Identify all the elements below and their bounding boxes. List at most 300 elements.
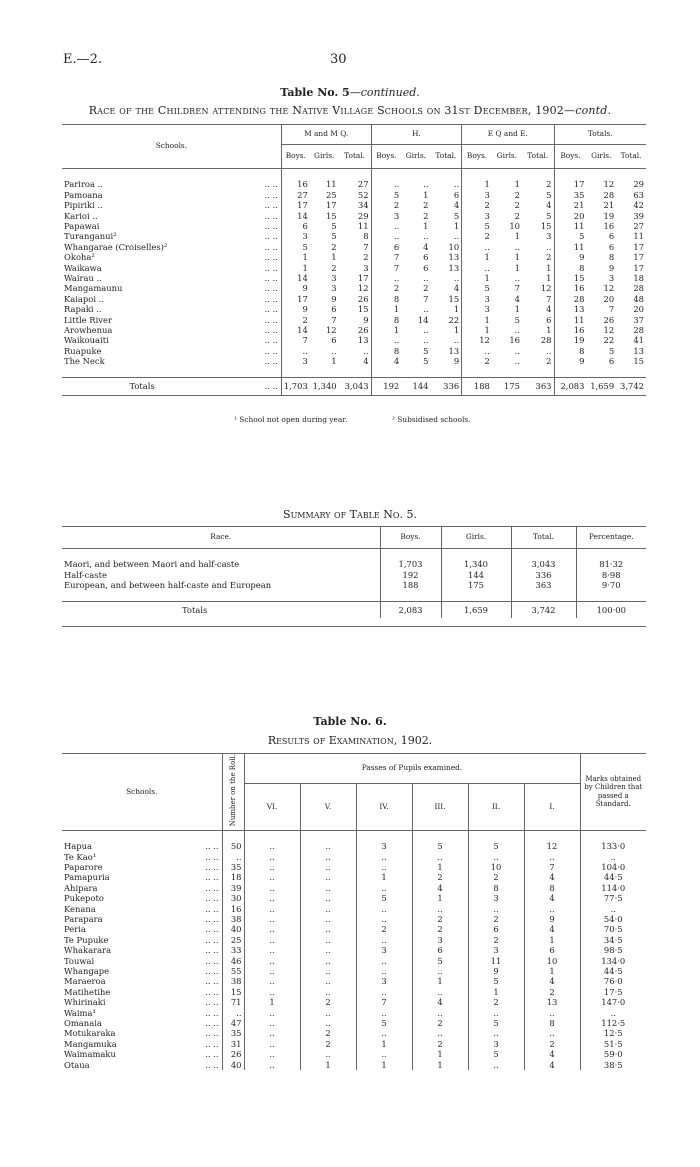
cell-value: 13 bbox=[573, 304, 585, 315]
table-row bbox=[62, 945, 646, 955]
table-row bbox=[62, 346, 646, 356]
cell-value: 17 bbox=[633, 262, 644, 273]
cell-value: 8 bbox=[579, 262, 585, 273]
cell-value: .. bbox=[244, 935, 300, 945]
table-row bbox=[62, 924, 646, 934]
leader-dots: .. .. bbox=[158, 1049, 222, 1059]
cell-value: 1 bbox=[484, 273, 490, 284]
cell-value: 10 bbox=[468, 862, 524, 872]
cell-value: .. bbox=[412, 904, 468, 914]
table-row bbox=[62, 935, 646, 945]
total-value: 1,659 bbox=[590, 381, 615, 392]
cell-value: 22 bbox=[431, 315, 462, 325]
summary-col-1: Boys. bbox=[380, 527, 441, 549]
cell-value: 2 bbox=[468, 914, 524, 924]
cell-value: 2 bbox=[522, 252, 554, 262]
cell-value: 1 bbox=[484, 314, 490, 325]
cell-value: 17 bbox=[325, 200, 337, 211]
cell-value: .. bbox=[356, 1028, 412, 1038]
col-roll: Number on the Roll. bbox=[222, 754, 244, 831]
cell-value: 104·0 bbox=[601, 861, 626, 872]
cell-value: 1 bbox=[356, 1060, 412, 1070]
cell-value: 3 bbox=[468, 945, 524, 955]
cell-value: 2 bbox=[484, 200, 490, 211]
cell-value: 2 bbox=[393, 200, 400, 211]
footnote-2: ² Subsidised schools. bbox=[392, 415, 471, 424]
cell-value: .. bbox=[244, 883, 300, 893]
cell-value: 1 bbox=[423, 221, 429, 232]
cell-value: 8 bbox=[393, 345, 400, 356]
summary-total-value: 3,742 bbox=[511, 602, 576, 618]
cell-value: 1 bbox=[514, 304, 520, 315]
cell-value: 17 bbox=[573, 179, 585, 190]
cell-value: .. bbox=[300, 924, 356, 934]
cell-value: 2 bbox=[412, 872, 468, 882]
table-row bbox=[62, 252, 646, 262]
cell-value: 4 bbox=[393, 356, 400, 367]
school-name: Mangamuka bbox=[64, 1038, 117, 1049]
cell-value: 12 bbox=[524, 841, 580, 851]
cell-value: 6 bbox=[423, 252, 429, 263]
subcol-3-1: Girls. bbox=[591, 151, 612, 161]
cell-value: 5 bbox=[423, 356, 429, 367]
examination-table bbox=[62, 753, 646, 1070]
cell-value: 2 bbox=[356, 924, 412, 934]
cell-value: 9 bbox=[579, 356, 585, 367]
table-row bbox=[62, 872, 646, 882]
cell-value: 20 bbox=[573, 210, 585, 221]
cell-value: .. bbox=[300, 852, 356, 862]
summary-row bbox=[62, 580, 646, 590]
group-h: H. bbox=[371, 125, 462, 145]
table-row bbox=[62, 325, 646, 335]
standard-col-2: IV. bbox=[356, 784, 412, 831]
summary-value: 1,340 bbox=[441, 559, 511, 569]
cell-value: .. bbox=[244, 1039, 300, 1049]
summary-value: 175 bbox=[441, 580, 511, 590]
leader-dots: .. .. bbox=[158, 862, 222, 872]
cell-value: 7 bbox=[524, 862, 580, 872]
cell-value: 3 bbox=[412, 935, 468, 945]
cell-value: 27 bbox=[633, 221, 644, 232]
cell-value: 15 bbox=[633, 356, 644, 367]
cell-value: 17·5 bbox=[603, 986, 623, 997]
subcol-2-2: Total. bbox=[522, 145, 554, 169]
cell-value: 7 bbox=[302, 335, 308, 346]
cell-value: 4 bbox=[524, 872, 580, 882]
leader-dots: .. .. bbox=[222, 263, 281, 273]
school-name: Rapaki .. bbox=[64, 304, 102, 315]
school-name: Omanaia bbox=[64, 1018, 102, 1028]
cell-value: 40 bbox=[222, 924, 244, 934]
cell-value: 2 bbox=[412, 924, 468, 934]
cell-value: .. bbox=[222, 1008, 244, 1018]
summary-value: 8·98 bbox=[601, 569, 621, 580]
cell-value: 37 bbox=[633, 314, 644, 325]
cell-value: 1 bbox=[484, 325, 490, 336]
leader-dots: .. .. bbox=[158, 987, 222, 997]
summary-total-value: 100·00 bbox=[596, 604, 626, 615]
cell-value: 5 bbox=[431, 211, 462, 221]
cell-value: 6 bbox=[524, 945, 580, 955]
standard-col-1: V. bbox=[300, 784, 356, 831]
cell-value: .. bbox=[412, 1008, 468, 1018]
cell-value: 34·5 bbox=[603, 934, 623, 945]
cell-value: 5 bbox=[412, 841, 468, 851]
cell-value: 5 bbox=[484, 283, 490, 294]
table-row bbox=[62, 1008, 646, 1018]
cell-value: 5 bbox=[608, 345, 615, 356]
cell-value: .. bbox=[484, 345, 490, 356]
standard-col-0: VI. bbox=[244, 784, 300, 831]
summary-value: 1,703 bbox=[380, 559, 441, 569]
cell-value: 1 bbox=[412, 1049, 468, 1059]
cell-value: 12 bbox=[603, 325, 615, 336]
table-row bbox=[62, 852, 646, 862]
cell-value: 5 bbox=[393, 189, 400, 200]
cell-value: 2 bbox=[423, 210, 429, 221]
cell-value: 7 bbox=[331, 314, 337, 325]
leader-dots: .. .. bbox=[222, 200, 281, 210]
cell-value: 35 bbox=[222, 862, 244, 872]
leader-dots: .. .. bbox=[158, 1028, 222, 1038]
school-name: The Neck bbox=[64, 356, 105, 367]
cell-value: .. bbox=[610, 903, 616, 914]
school-name: Matihetihe bbox=[64, 986, 111, 997]
cell-value: 5 bbox=[468, 1049, 524, 1059]
cell-value: 47 bbox=[222, 1018, 244, 1028]
cell-value: 7 bbox=[423, 293, 429, 304]
cell-value: .. bbox=[244, 956, 300, 966]
cell-value: 1 bbox=[356, 872, 412, 882]
cell-value: 1 bbox=[331, 252, 337, 263]
cell-value: 147·0 bbox=[601, 997, 626, 1008]
cell-value: 2 bbox=[524, 987, 580, 997]
cell-value: 50 bbox=[222, 841, 244, 851]
cell-value: .. bbox=[423, 273, 429, 284]
race-table bbox=[62, 124, 646, 396]
cell-value: 16 bbox=[509, 335, 520, 346]
summary-value: 188 bbox=[380, 580, 441, 590]
cell-value: 8 bbox=[524, 883, 580, 893]
cell-value: 9 bbox=[468, 966, 524, 976]
school-name: Pamoana bbox=[64, 189, 103, 200]
cell-value: 26 bbox=[339, 294, 371, 304]
cell-value: 18 bbox=[222, 872, 244, 882]
cell-value: 1 bbox=[514, 252, 520, 263]
cell-value: 13 bbox=[339, 335, 371, 345]
cell-value: 2 bbox=[300, 1039, 356, 1049]
cell-value: 4 bbox=[524, 893, 580, 903]
school-name: Hapua bbox=[64, 841, 93, 852]
total-value: 3,043 bbox=[339, 378, 371, 396]
group-eq-e: E Q and E. bbox=[462, 125, 554, 145]
table-row bbox=[62, 862, 646, 872]
cell-value: 6 bbox=[608, 241, 615, 252]
cell-value: .. bbox=[431, 231, 462, 241]
cell-value: .. bbox=[423, 335, 429, 346]
cell-value: 4 bbox=[524, 976, 580, 986]
cell-value: 1 bbox=[393, 325, 400, 336]
summary-value: 192 bbox=[380, 570, 441, 580]
cell-value: 6 bbox=[423, 262, 429, 273]
cell-value: 59·0 bbox=[603, 1049, 623, 1060]
cell-value: 1 bbox=[356, 1039, 412, 1049]
leader-dots: .. .. bbox=[158, 872, 222, 882]
leader-dots: .. .. bbox=[222, 335, 281, 345]
cell-value: 1 bbox=[244, 997, 300, 1007]
table-row bbox=[62, 893, 646, 903]
cell-value: 2 bbox=[514, 210, 520, 221]
cell-value: 1 bbox=[522, 273, 554, 283]
cell-value: 12 bbox=[479, 335, 490, 346]
cell-value: 1 bbox=[412, 976, 468, 986]
school-name: Pariroa .. bbox=[64, 179, 103, 190]
cell-value: 11 bbox=[633, 231, 644, 242]
cell-value: 25 bbox=[222, 935, 244, 945]
cell-value: 2 bbox=[302, 314, 308, 325]
cell-value: 17 bbox=[297, 293, 308, 304]
summary-totals-row bbox=[62, 602, 646, 618]
table-row bbox=[62, 231, 646, 241]
cell-value: 3 bbox=[302, 231, 308, 242]
cell-value: .. bbox=[468, 1008, 524, 1018]
cell-value: 39 bbox=[222, 883, 244, 893]
school-name: Ahipara bbox=[64, 882, 98, 893]
leader-dots: .. .. bbox=[158, 841, 222, 851]
cell-value: 13 bbox=[431, 263, 462, 273]
cell-value: 3 bbox=[331, 283, 337, 294]
cell-value: .. bbox=[522, 242, 554, 252]
school-name: Karioi .. bbox=[64, 210, 98, 221]
cell-value: .. bbox=[300, 1008, 356, 1018]
leader-dots: .. .. bbox=[222, 242, 281, 252]
cell-value: 11 bbox=[468, 956, 524, 966]
cell-value: .. bbox=[356, 883, 412, 893]
cell-value: 1 bbox=[431, 221, 462, 231]
cell-value: 7 bbox=[393, 262, 400, 273]
cell-value: .. bbox=[412, 987, 468, 997]
cell-value: .. bbox=[412, 966, 468, 976]
cell-value: 16 bbox=[222, 904, 244, 914]
cell-value: 35 bbox=[222, 1028, 244, 1038]
summary-row bbox=[62, 559, 646, 569]
cell-value: 134·0 bbox=[601, 955, 626, 966]
subcol-3-2: Total. bbox=[620, 151, 642, 161]
cell-value: 2 bbox=[339, 252, 371, 262]
school-name: Pipiriki .. bbox=[64, 200, 103, 211]
cell-value: 38 bbox=[222, 976, 244, 986]
cell-value: 2 bbox=[468, 997, 524, 1007]
cell-value: 11 bbox=[573, 241, 585, 252]
cell-value: 18 bbox=[633, 273, 644, 284]
leader-dots: .. .. bbox=[222, 179, 281, 189]
cell-value: 1 bbox=[514, 231, 520, 242]
cell-value: .. bbox=[300, 1049, 356, 1059]
cell-value: .. bbox=[244, 1060, 300, 1070]
cell-value: .. bbox=[244, 893, 300, 903]
leader-dots: .. .. bbox=[222, 273, 281, 283]
cell-value: .. bbox=[484, 262, 490, 273]
cell-value: .. bbox=[300, 872, 356, 882]
cell-value: 7 bbox=[356, 997, 412, 1007]
cell-value: 27 bbox=[339, 179, 371, 189]
cell-value: 112·5 bbox=[601, 1018, 626, 1028]
cell-value: 3 bbox=[339, 263, 371, 273]
cell-value: 13 bbox=[633, 345, 644, 356]
cell-value: 26 bbox=[339, 325, 371, 335]
cell-value: .. bbox=[610, 851, 616, 862]
cell-value: 3 bbox=[608, 273, 615, 284]
cell-value: 10 bbox=[524, 956, 580, 966]
cell-value: 28 bbox=[633, 325, 644, 336]
cell-value: .. bbox=[431, 335, 462, 345]
cell-value: .. bbox=[300, 945, 356, 955]
school-name: Whangape bbox=[64, 965, 110, 976]
cell-value: 13 bbox=[524, 997, 580, 1007]
cell-value: .. bbox=[412, 852, 468, 862]
cell-value: .. bbox=[423, 304, 429, 315]
cell-value: 2 bbox=[393, 283, 400, 294]
race-label: Half-caste bbox=[62, 570, 380, 580]
school-name: Touwai bbox=[64, 955, 95, 966]
cell-value: .. bbox=[300, 862, 356, 872]
subcol-1-1: Girls. bbox=[405, 151, 427, 161]
col-schools: Schools. bbox=[62, 125, 281, 169]
cell-value: .. bbox=[610, 1007, 616, 1018]
cell-value: .. bbox=[244, 852, 300, 862]
table-row bbox=[62, 904, 646, 914]
cell-value: 4 bbox=[339, 356, 371, 366]
cell-value: 5 bbox=[412, 956, 468, 966]
cell-value: 4 bbox=[412, 883, 468, 893]
cell-value: 3 bbox=[356, 976, 412, 986]
cell-value: 2 bbox=[423, 200, 429, 211]
cell-value: 44·5 bbox=[603, 965, 623, 976]
cell-value: 20 bbox=[603, 293, 615, 304]
totals-row bbox=[62, 378, 646, 396]
leader-dots: .. .. bbox=[158, 966, 222, 976]
leader-dots: .. .. bbox=[158, 852, 222, 862]
cell-value: .. bbox=[300, 883, 356, 893]
col-passes: Passes of Pupils examined. bbox=[244, 754, 580, 784]
cell-value: 3 bbox=[356, 841, 412, 851]
cell-value: 14 bbox=[297, 273, 308, 284]
school-name: Parapara bbox=[64, 913, 103, 924]
school-name: Motukaraka bbox=[64, 1028, 116, 1039]
cell-value: 15 bbox=[431, 294, 462, 304]
table-row bbox=[62, 1060, 646, 1070]
cell-value: 1 bbox=[522, 263, 554, 273]
cell-value: .. bbox=[244, 945, 300, 955]
cell-value: 5 bbox=[331, 231, 337, 242]
cell-value: .. bbox=[356, 904, 412, 914]
cell-value: 6 bbox=[331, 335, 337, 346]
summary-col-0: Race. bbox=[62, 527, 380, 549]
table5-subtitle: Race of the Children attending the Native Village Schools on 31st December, 1902—contd. bbox=[88, 104, 612, 117]
summary-col-2: Girls. bbox=[441, 527, 511, 549]
table-row bbox=[62, 315, 646, 325]
cell-value: .. bbox=[468, 852, 524, 862]
table-row bbox=[62, 1018, 646, 1028]
cell-value: 38 bbox=[222, 914, 244, 924]
cell-value: 34 bbox=[339, 200, 371, 210]
cell-value: .. bbox=[393, 179, 400, 190]
leader-dots: .. .. bbox=[222, 252, 281, 262]
table-row bbox=[62, 190, 646, 200]
cell-value: 13 bbox=[431, 252, 462, 262]
leader-dots: .. .. bbox=[158, 893, 222, 903]
cell-value: 1 bbox=[431, 325, 462, 335]
cell-value: .. bbox=[356, 935, 412, 945]
cell-value: 2 bbox=[300, 1028, 356, 1038]
leader-dots: .. .. bbox=[222, 346, 281, 356]
school-name: Te Pupuke bbox=[64, 934, 109, 945]
cell-value: 21 bbox=[573, 200, 585, 211]
cell-value: 25 bbox=[325, 189, 337, 200]
cell-value: 7 bbox=[393, 252, 400, 263]
cell-value: 2 bbox=[522, 356, 554, 366]
standard-col-3: III. bbox=[412, 784, 468, 831]
cell-value: 29 bbox=[339, 211, 371, 221]
school-name: Waimamaku bbox=[64, 1049, 116, 1060]
cell-value: 5 bbox=[522, 211, 554, 221]
cell-value: 29 bbox=[633, 179, 644, 190]
cell-value: .. bbox=[244, 914, 300, 924]
cell-value: 1 bbox=[514, 262, 520, 273]
cell-value: 6 bbox=[608, 356, 615, 367]
cell-value: .. bbox=[356, 1049, 412, 1059]
cell-value: 5 bbox=[331, 221, 337, 232]
cell-value: .. bbox=[356, 852, 412, 862]
subcol-0-0: Boys. bbox=[285, 151, 306, 161]
cell-value: 1 bbox=[522, 325, 554, 335]
cell-value: 15 bbox=[339, 304, 371, 314]
cell-value: 76·0 bbox=[603, 976, 623, 987]
leader-dots: .. .. bbox=[158, 1060, 222, 1070]
cell-value: 2 bbox=[468, 935, 524, 945]
table-row bbox=[62, 273, 646, 283]
cell-value: 6 bbox=[412, 945, 468, 955]
cell-value: .. bbox=[300, 893, 356, 903]
cell-value: .. bbox=[244, 987, 300, 997]
school-name: Te Kao¹ bbox=[64, 851, 97, 862]
cell-value: 3 bbox=[484, 293, 490, 304]
cell-value: .. bbox=[393, 273, 400, 284]
cell-value: .. bbox=[423, 231, 429, 242]
cell-value: 51·5 bbox=[603, 1038, 623, 1049]
cell-value: 98·5 bbox=[603, 945, 623, 956]
cell-value: .. bbox=[423, 179, 429, 190]
total-value: 188 bbox=[473, 381, 490, 392]
table-row bbox=[62, 335, 646, 345]
cell-value: .. bbox=[244, 976, 300, 986]
leader-dots: .. .. bbox=[158, 945, 222, 955]
cell-value: 5 bbox=[468, 1018, 524, 1028]
cell-value: 3 bbox=[468, 893, 524, 903]
table-row bbox=[62, 1039, 646, 1049]
cell-value: 5 bbox=[579, 231, 585, 242]
table-row bbox=[62, 263, 646, 273]
cell-value: .. bbox=[393, 231, 400, 242]
cell-value: 2 bbox=[484, 356, 490, 367]
cell-value: 3 bbox=[484, 210, 490, 221]
cell-value: .. bbox=[302, 345, 308, 356]
cell-value: 1 bbox=[423, 189, 429, 200]
cell-value: 17 bbox=[633, 241, 644, 252]
school-name: Arowhenua bbox=[64, 325, 113, 336]
summary-total-value: 2,083 bbox=[380, 602, 441, 618]
